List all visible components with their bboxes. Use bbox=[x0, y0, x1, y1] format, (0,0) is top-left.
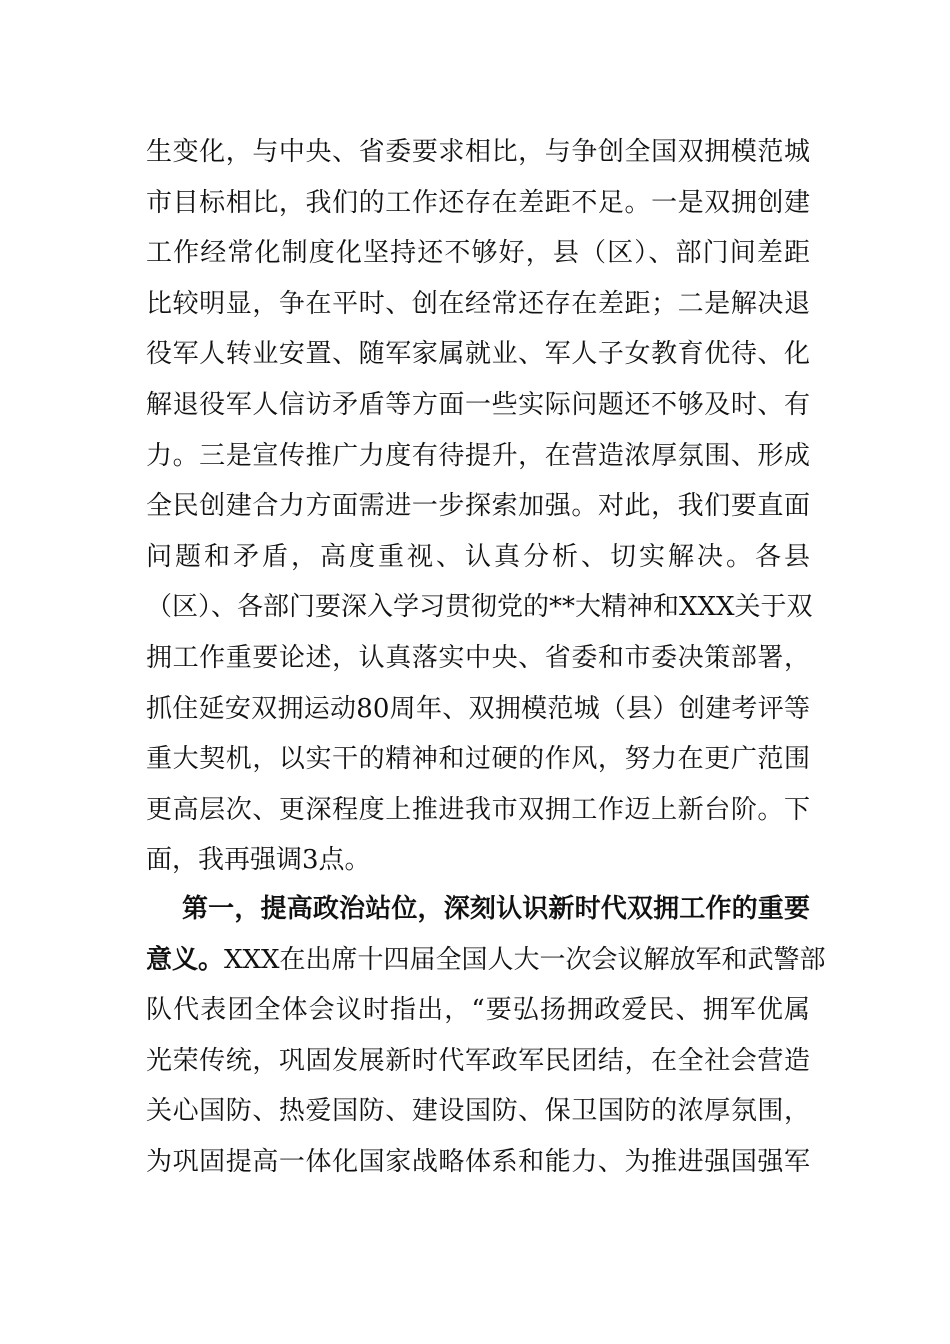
text-line: 比较明显，争在平时、创在经常还存在差距；二是解决退 bbox=[146, 288, 810, 319]
text-line: 解退役军人信访矛盾等方面一些实际问题还不够及时、有 bbox=[146, 389, 810, 420]
text-line: 光荣传统，巩固发展新时代军政军民团结，在全社会营造 bbox=[146, 1045, 810, 1076]
text-line: 工作经常化制度化坚持还不够好，县（区）、部门间差距 bbox=[146, 238, 810, 269]
text-line: 抓住延安双拥运动80周年、双拥模范城（县）创建考评等 bbox=[146, 693, 810, 724]
text-line: （区）、各部门要深入学习贯彻党的**大精神和XXX关于双 bbox=[146, 592, 813, 623]
text-span: XXX在出席十四届全国人大一次会议解放军和武警部 bbox=[224, 944, 826, 975]
text-line: 队代表团全体会议时指出，“要弘扬拥政爱民、拥军优属 bbox=[146, 995, 810, 1026]
text-line: 更高层次、更深程度上推进我市双拥工作迈上新台阶。下 bbox=[146, 794, 810, 825]
text-line: 生变化，与中央、省委要求相比，与争创全国双拥模范城 bbox=[146, 137, 810, 167]
text-line: 重大契机，以实干的精神和过硬的作风，努力在更广范围 bbox=[146, 744, 810, 775]
text-line: 面，我再强调3点。 bbox=[146, 845, 371, 876]
paragraph-1 bbox=[146, 127, 813, 886]
text-line: 役军人转业安置、随军家属就业、军人子女教育优待、化 bbox=[146, 339, 810, 370]
text-line: 拥工作重要论述，认真落实中央、省委和市委决策部署， bbox=[146, 642, 810, 673]
text-line: 市目标相比，我们的工作还存在差距不足。一是双拥创建 bbox=[146, 187, 810, 218]
text-line bbox=[146, 935, 826, 986]
section-heading-end: 意义。 bbox=[146, 944, 225, 975]
text-line: 全民创建合力方面需进一步探索加强。对此，我们要直面 bbox=[146, 491, 810, 522]
text-line: 力。三是宣传推广力度有待提升，在营造浓厚氛围、形成 bbox=[146, 440, 810, 471]
section-heading: 第一，提高政治站位，深刻认识新时代双拥工作的重要 bbox=[182, 894, 810, 924]
paragraph-2 bbox=[146, 884, 826, 1188]
text-line: 问题和矛盾，高度重视、认真分析、切实解决。各县 bbox=[146, 541, 810, 572]
text-line: 关心国防、热爱国防、建设国防、保卫国防的浓厚氛围， bbox=[146, 1096, 810, 1127]
text-line: 为巩固提高一体化国家战略体系和能力、为推进强国强军 bbox=[146, 1146, 810, 1177]
